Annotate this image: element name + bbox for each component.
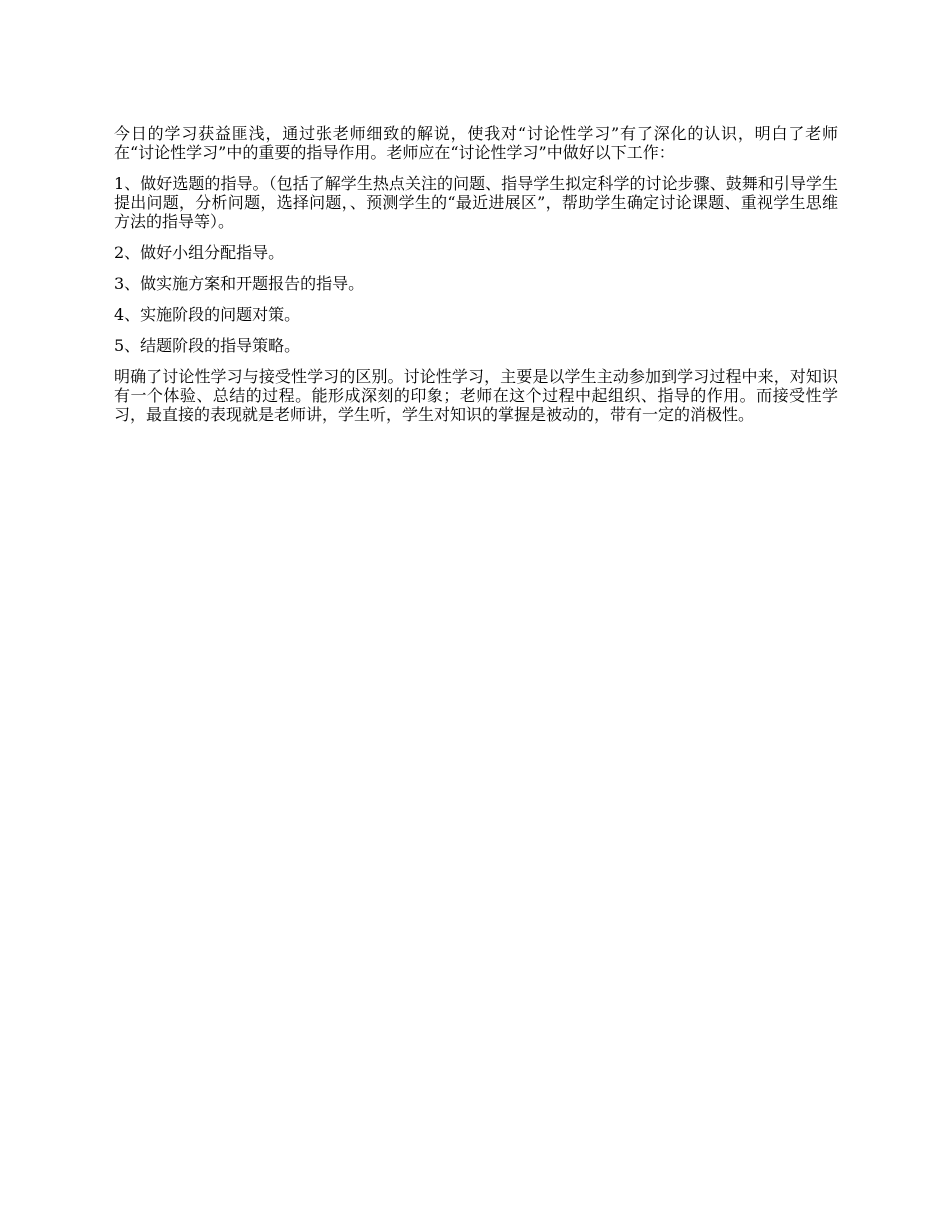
paragraph-item-2: 2、做好小组分配指导。 (114, 243, 285, 262)
paragraph-item-5: 5、结题阶段的指导策略。 (114, 336, 301, 355)
paragraph-conclusion: 明确了讨论性学习与接受性学习的区别。讨论性学习，主要是以学生主动参加到学习过程中来，对知识有一个体验、总结的过程。能形成深刻的印象；老师在这个过程中起组织、指导的作用。而接受性学习，最直接的表现就是老师讲，学生听，学生对知识的掌握是被动的，带有一定的消极性。 (114, 367, 838, 424)
paragraph-item-3: 3、做实施方案和开题报告的指导。 (114, 274, 365, 293)
paragraph-intro: 今日的学习获益匪浅，通过张老师细致的解说，使我对“讨论性学习”有了深化的认识，明白了老师在“讨论性学习”中的重要的指导作用。老师应在“讨论性学习”中做好以下工作： (114, 124, 838, 162)
paragraph-item-4: 4、实施阶段的问题对策。 (114, 305, 301, 324)
paragraph-item-1: 1、做好选题的指导。（包括了解学生热点关注的问题、指导学生拟定科学的讨论步骤、鼓舞和引导学生提出问题，分析问题，选择问题，、预测学生的“最近进展区”，帮助学生确定讨论课题、重视学生思维方法的指导等）。 (114, 174, 838, 231)
document-body (114, 124, 838, 436)
